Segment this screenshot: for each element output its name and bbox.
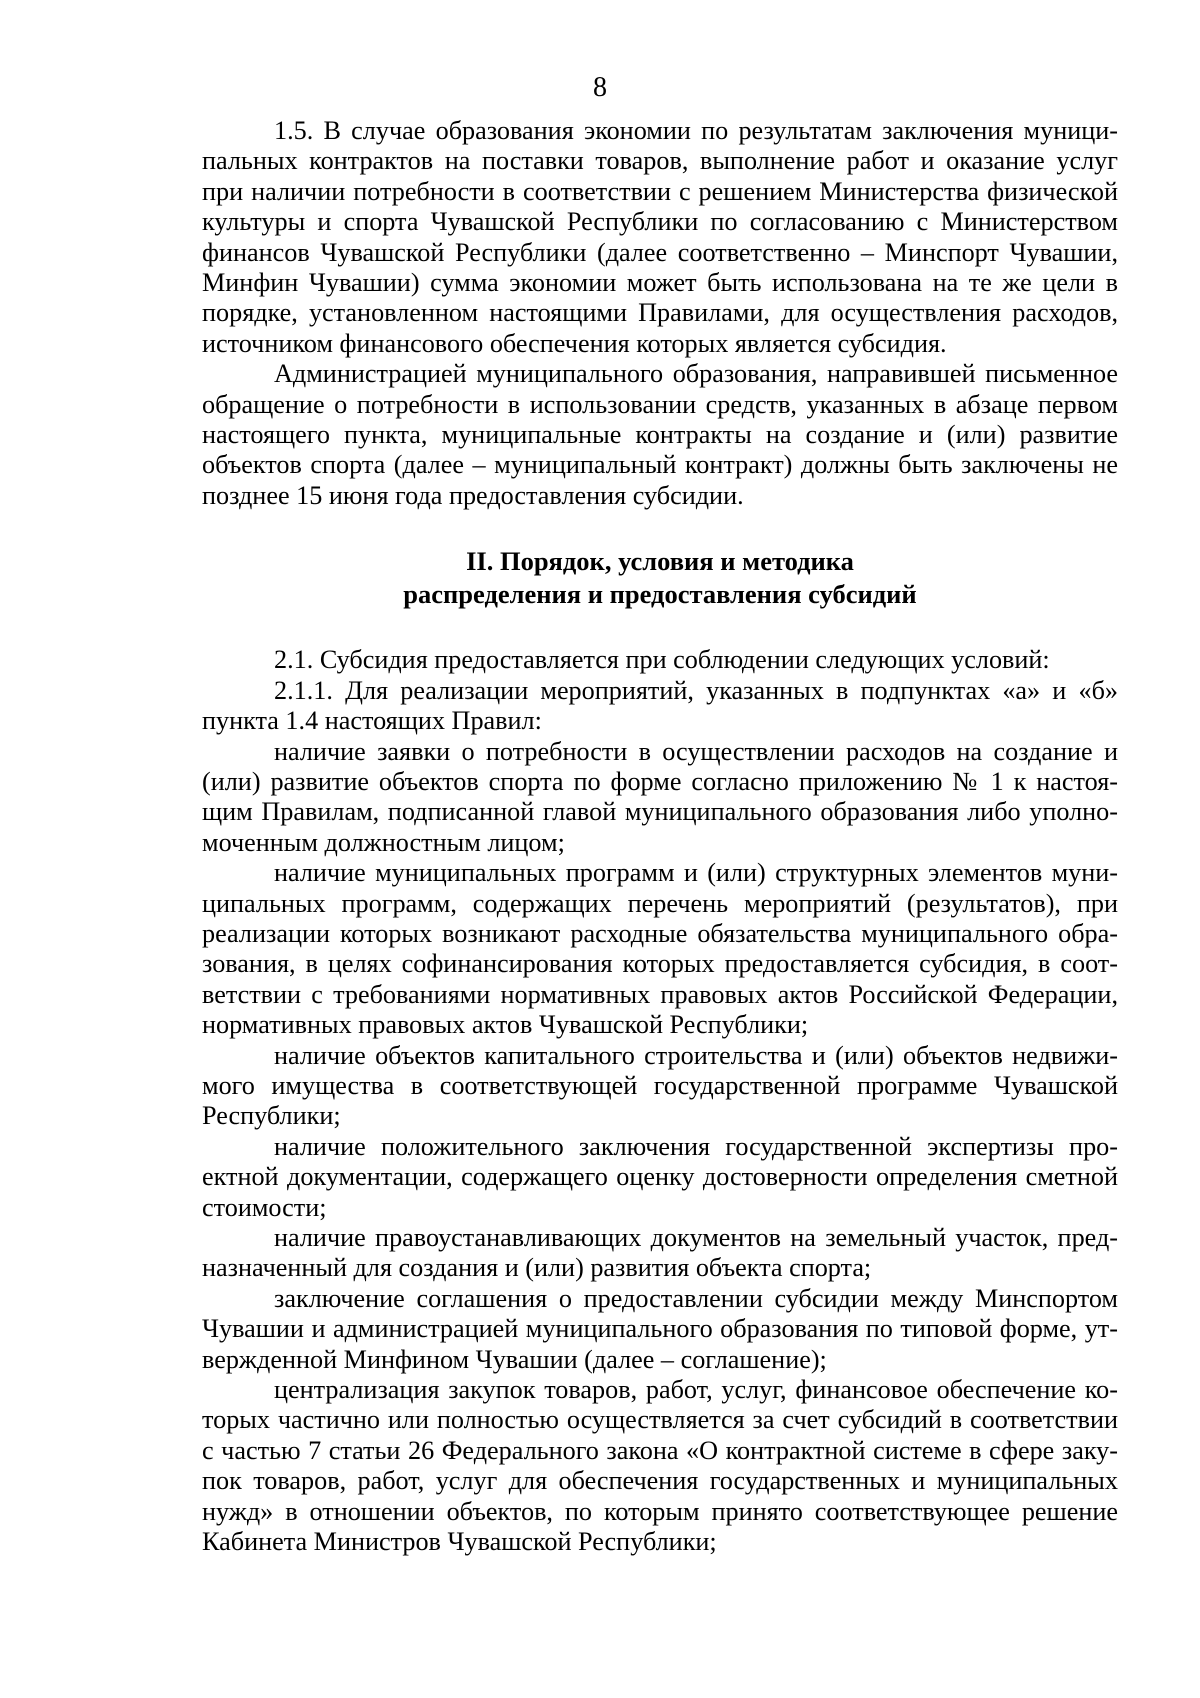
condition-centralized-procurement: централизация закупок товаров, работ, услуг, финансовое обеспечение которых частично или полностью осуществляется за счет субсидий в соответствии с частью 7 статьи 26 Федерального закона «О контрактной системе в сфере закупок товаров, работ, услуг для обеспечения государственных и муниципальных нужд» в отношении объектов, по которым принято соответствующее решение Кабинета Министров Чувашской Республики; bbox=[202, 1375, 1118, 1557]
paragraph-1-5: 1.5. В случае образования экономии по результатам заключения муниципальных контрактов на поставки товаров, выполнение работ и оказание услуг при наличии потребности в соответствии с решением Министерства физической культуры и спорта Чувашской Республики по согласованию с Министерством финансов Чувашской Республики (далее соответственно – Минспорт Чувашии, Минфин Чувашии) сумма экономии может быть использована на те же цели в порядке, установленном настоящими Правилами, для осуществления расходов, источником финансового обеспечения которых является субсидия. bbox=[202, 116, 1118, 358]
paragraph-2-1-1: 2.1.1. Для реализации мероприятий, указанных в подпунктах «а» и «б» пункта 1.4 настоящих Правил: bbox=[202, 675, 1118, 736]
condition-land-documents: наличие правоустанавливающих документов на земельный участок, предназначенный для создания и (или) развития объекта спорта; bbox=[202, 1223, 1118, 1283]
section-heading-line-1: II. Порядок, условия и методика bbox=[466, 546, 854, 577]
section-heading-line-2: распределения и предоставления субсидий bbox=[403, 579, 917, 610]
condition-municipal-programs: наличие муниципальных программ и (или) структурных элементов муниципальных программ, содержащих перечень мероприятий (результатов), при реализации которых возникают расходные обязательства муниципального образования, в целях софинансирования которых предоставляется субсидия, в соответствии с требованиями нормативных правовых актов Российской Федерации, нормативных правовых актов Чувашской Республики; bbox=[202, 858, 1118, 1040]
document-body bbox=[202, 116, 1118, 1557]
condition-application: наличие заявки о потребности в осуществлении расходов на создание и (или) развитие объектов спорта по форме согласно приложению № 1 к настоящим Правилам, подписанной главой муниципального образования либо уполномоченным должностным лицом; bbox=[202, 736, 1118, 857]
condition-agreement: заключение соглашения о предоставлении субсидии между Минспортом Чувашии и администрацией муниципального образования по типовой форме, утвержденной Минфином Чувашии (далее – соглашение); bbox=[202, 1283, 1118, 1374]
section-heading bbox=[202, 545, 1118, 611]
condition-expertise: наличие положительного заключения государственной экспертизы проектной документации, содержащего оценку достоверности определения сметной стоимости; bbox=[202, 1131, 1118, 1222]
paragraph-2-1: 2.1. Субсидия предоставляется при соблюдении следующих условий: bbox=[274, 645, 1050, 675]
page-number: 8 bbox=[593, 72, 607, 103]
condition-capital-objects: наличие объектов капитального строительства и (или) объектов недвижимого имущества в соответствующей государственной программе Чувашской Республики; bbox=[202, 1040, 1118, 1131]
paragraph-contract-deadline: Администрацией муниципального образования, направившей письменное обращение о потребности в использовании средств, указанных в абзаце первом настоящего пункта, муниципальные контракты на создание и (или) развитие объектов спорта (далее – муниципальный контракт) должны быть заключены не позднее 15 июня года предоставления субсидии. bbox=[202, 359, 1118, 510]
